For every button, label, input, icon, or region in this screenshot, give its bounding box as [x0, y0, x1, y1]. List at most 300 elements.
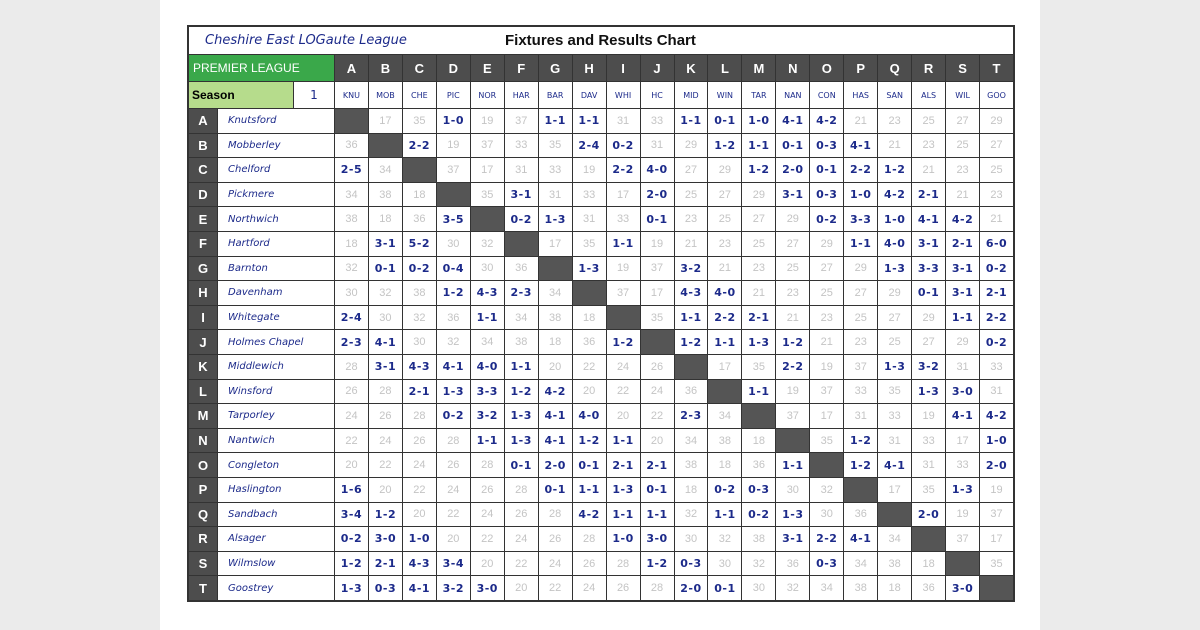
fixture-number: 29 [810, 232, 843, 256]
fixture-number: 17 [369, 109, 402, 133]
fixture-number: 34 [844, 552, 877, 576]
fixture-number: 17 [539, 232, 572, 256]
fixture-number: 23 [946, 158, 979, 182]
team-name: Wilmslow [218, 552, 334, 576]
diagonal-blocked-cell [641, 330, 674, 354]
team-abbreviation: PIC [437, 82, 470, 108]
division-label: PREMIER LEAGUE [189, 55, 334, 81]
fixture-number: 31 [505, 158, 538, 182]
fixture-number: 23 [844, 330, 877, 354]
fixture-number: 32 [675, 503, 708, 527]
fixture-number: 18 [675, 478, 708, 502]
fixture-number: 34 [369, 158, 402, 182]
title-row [189, 27, 1013, 54]
fixture-number: 37 [946, 527, 979, 551]
fixture-number: 35 [403, 109, 436, 133]
chart-title: Fixtures and Results Chart [505, 32, 696, 49]
result-score: 2-1 [980, 281, 1013, 305]
result-score: 2-0 [912, 503, 945, 527]
result-score: 0-4 [437, 257, 470, 281]
fixture-number: 20 [539, 355, 572, 379]
column-header-r: R [912, 55, 945, 81]
team-abbreviation: HC [641, 82, 674, 108]
fixture-number: 25 [878, 330, 911, 354]
result-score: 1-3 [776, 503, 809, 527]
column-header-f: F [505, 55, 538, 81]
result-score: 0-1 [708, 576, 741, 600]
fixture-number: 21 [878, 134, 911, 158]
team-abbreviation: GOO [980, 82, 1013, 108]
fixture-number: 20 [437, 527, 470, 551]
result-score: 2-3 [675, 404, 708, 428]
fixture-number: 24 [369, 429, 402, 453]
column-header-d: D [437, 55, 470, 81]
result-score: 2-4 [335, 306, 368, 330]
result-score: 2-2 [708, 306, 741, 330]
fixture-number: 27 [844, 281, 877, 305]
fixture-number: 34 [708, 404, 741, 428]
row-letter-h: H [189, 281, 217, 305]
fixture-number: 25 [946, 134, 979, 158]
fixture-number: 25 [810, 281, 843, 305]
result-score: 1-1 [471, 429, 504, 453]
column-header-h: H [573, 55, 606, 81]
team-name: Haslington [218, 478, 334, 502]
result-score: 4-0 [708, 281, 741, 305]
result-score: 2-2 [403, 134, 436, 158]
diagonal-blocked-cell [471, 207, 504, 231]
result-score: 4-0 [471, 355, 504, 379]
fixture-number: 26 [573, 552, 606, 576]
result-score: 0-1 [573, 453, 606, 477]
result-score: 3-0 [946, 576, 979, 600]
fixture-number: 19 [573, 158, 606, 182]
fixture-number: 21 [776, 306, 809, 330]
fixture-number: 27 [912, 330, 945, 354]
fixture-number: 27 [980, 134, 1013, 158]
result-score: 0-2 [403, 257, 436, 281]
team-abbreviation: BAR [539, 82, 572, 108]
result-score: 4-1 [878, 453, 911, 477]
result-score: 3-4 [437, 552, 470, 576]
fixture-number: 33 [980, 355, 1013, 379]
fixture-number: 29 [675, 134, 708, 158]
result-score: 1-0 [844, 183, 877, 207]
fixture-number: 38 [675, 453, 708, 477]
result-score: 2-1 [403, 380, 436, 404]
result-score: 4-1 [403, 576, 436, 600]
fixture-number: 31 [607, 109, 640, 133]
result-score: 0-2 [437, 404, 470, 428]
result-score: 1-2 [573, 429, 606, 453]
fixture-number: 21 [675, 232, 708, 256]
fixture-number: 19 [980, 478, 1013, 502]
fixture-number: 36 [573, 330, 606, 354]
fixture-number: 31 [573, 207, 606, 231]
team-name: Winsford [218, 380, 334, 404]
fixture-number: 17 [980, 527, 1013, 551]
fixture-number: 34 [878, 527, 911, 551]
fixture-number: 26 [471, 478, 504, 502]
fixture-number: 32 [708, 527, 741, 551]
fixture-number: 21 [742, 281, 775, 305]
team-abbreviation: NOR [471, 82, 504, 108]
result-score: 2-0 [980, 453, 1013, 477]
fixture-number: 19 [607, 257, 640, 281]
result-score: 2-2 [844, 158, 877, 182]
result-score: 3-2 [437, 576, 470, 600]
result-score: 4-1 [437, 355, 470, 379]
fixture-number: 29 [708, 158, 741, 182]
result-score: 3-0 [471, 576, 504, 600]
fixture-number: 18 [912, 552, 945, 576]
result-score: 0-1 [369, 257, 402, 281]
fixture-number: 35 [912, 478, 945, 502]
column-header-j: J [641, 55, 674, 81]
fixture-number: 17 [641, 281, 674, 305]
fixture-number: 23 [675, 207, 708, 231]
diagonal-blocked-cell [539, 257, 572, 281]
result-score: 0-3 [810, 183, 843, 207]
result-score: 4-1 [946, 404, 979, 428]
result-score: 1-0 [878, 207, 911, 231]
result-score: 4-2 [878, 183, 911, 207]
result-score: 4-1 [539, 429, 572, 453]
fixtures-results-chart [187, 25, 1015, 602]
fixture-number: 24 [335, 404, 368, 428]
fixture-number: 33 [946, 453, 979, 477]
row-letter-g: G [189, 257, 217, 281]
fixture-number: 35 [980, 552, 1013, 576]
fixture-number: 19 [912, 404, 945, 428]
fixture-number: 17 [878, 478, 911, 502]
fixture-number: 28 [369, 380, 402, 404]
fixture-number: 20 [573, 380, 606, 404]
result-score: 4-0 [641, 158, 674, 182]
result-score: 1-1 [573, 109, 606, 133]
row-letter-r: R [189, 527, 217, 551]
result-score: 4-3 [471, 281, 504, 305]
fixture-number: 31 [912, 453, 945, 477]
result-score: 4-3 [403, 355, 436, 379]
fixture-number: 27 [708, 183, 741, 207]
result-score: 5-2 [403, 232, 436, 256]
column-header-l: L [708, 55, 741, 81]
result-score: 0-2 [980, 330, 1013, 354]
team-abbreviation: WIL [946, 82, 979, 108]
result-score: 1-1 [708, 503, 741, 527]
fixture-number: 34 [471, 330, 504, 354]
result-score: 2-0 [675, 576, 708, 600]
row-letter-b: B [189, 134, 217, 158]
fixture-number: 34 [505, 306, 538, 330]
result-score: 4-2 [573, 503, 606, 527]
fixture-number: 30 [708, 552, 741, 576]
result-score: 1-0 [403, 527, 436, 551]
fixture-number: 29 [980, 109, 1013, 133]
fixture-number: 31 [980, 380, 1013, 404]
fixture-number: 24 [403, 453, 436, 477]
result-score: 0-1 [505, 453, 538, 477]
team-name: Holmes Chapel [218, 330, 334, 354]
fixture-number: 23 [776, 281, 809, 305]
fixture-number: 23 [708, 232, 741, 256]
team-name: Davenham [218, 281, 334, 305]
result-score: 3-3 [912, 257, 945, 281]
fixture-number: 25 [844, 306, 877, 330]
team-abbreviation: SAN [878, 82, 911, 108]
result-score: 3-0 [946, 380, 979, 404]
column-header-a: A [335, 55, 368, 81]
fixture-number: 38 [742, 527, 775, 551]
diagonal-blocked-cell [742, 404, 775, 428]
fixture-number: 26 [607, 576, 640, 600]
team-abbreviation: MOB [369, 82, 402, 108]
column-header-g: G [539, 55, 572, 81]
column-header-q: Q [878, 55, 911, 81]
result-score: 2-0 [641, 183, 674, 207]
fixture-number: 21 [844, 109, 877, 133]
team-abbreviation: HAS [844, 82, 877, 108]
fixture-number: 30 [335, 281, 368, 305]
diagonal-blocked-cell [946, 552, 979, 576]
fixture-number: 20 [471, 552, 504, 576]
diagonal-blocked-cell [573, 281, 606, 305]
result-score: 0-2 [810, 207, 843, 231]
result-score: 1-2 [708, 134, 741, 158]
fixture-number: 19 [471, 109, 504, 133]
team-abbreviation: DAV [573, 82, 606, 108]
fixture-number: 23 [878, 109, 911, 133]
result-score: 1-3 [878, 355, 911, 379]
fixture-number: 28 [437, 429, 470, 453]
result-score: 4-3 [403, 552, 436, 576]
row-letter-l: L [189, 380, 217, 404]
result-score: 4-2 [539, 380, 572, 404]
fixture-number: 24 [437, 478, 470, 502]
result-score: 1-3 [437, 380, 470, 404]
fixture-number: 23 [810, 306, 843, 330]
team-name: Barnton [218, 257, 334, 281]
row-letter-j: J [189, 330, 217, 354]
fixture-number: 36 [776, 552, 809, 576]
fixture-number: 38 [878, 552, 911, 576]
result-score: 2-1 [641, 453, 674, 477]
diagonal-blocked-cell [369, 134, 402, 158]
fixture-number: 22 [573, 355, 606, 379]
fixture-number: 20 [641, 429, 674, 453]
result-score: 0-2 [708, 478, 741, 502]
row-letter-m: M [189, 404, 217, 428]
result-score: 1-0 [607, 527, 640, 551]
fixture-number: 30 [471, 257, 504, 281]
result-score: 2-5 [335, 158, 368, 182]
result-score: 1-1 [844, 232, 877, 256]
fixture-number: 17 [471, 158, 504, 182]
team-name: Goostrey [218, 576, 334, 600]
fixture-number: 18 [742, 429, 775, 453]
fixture-number: 33 [607, 207, 640, 231]
diagonal-blocked-cell [776, 429, 809, 453]
fixture-number: 37 [844, 355, 877, 379]
result-score: 3-1 [946, 257, 979, 281]
result-score: 0-1 [776, 134, 809, 158]
fixture-number: 36 [335, 134, 368, 158]
fixture-number: 30 [403, 330, 436, 354]
result-score: 1-6 [335, 478, 368, 502]
row-letter-n: N [189, 429, 217, 453]
fixture-number: 27 [675, 158, 708, 182]
fixture-number: 29 [946, 330, 979, 354]
fixture-number: 33 [505, 134, 538, 158]
row-letter-e: E [189, 207, 217, 231]
team-name: Whitegate [218, 306, 334, 330]
column-header-o: O [810, 55, 843, 81]
fixture-number: 19 [810, 355, 843, 379]
league-name: Cheshire East LOGaute League [205, 33, 407, 48]
fixture-number: 28 [573, 527, 606, 551]
fixture-number: 18 [369, 207, 402, 231]
fixture-number: 31 [878, 429, 911, 453]
column-header-i: I [607, 55, 640, 81]
fixture-number: 25 [912, 109, 945, 133]
row-letter-d: D [189, 183, 217, 207]
team-name: Tarporley [218, 404, 334, 428]
result-score: 1-3 [505, 404, 538, 428]
result-score: 0-2 [335, 527, 368, 551]
result-score: 3-4 [335, 503, 368, 527]
result-score: 2-1 [912, 183, 945, 207]
result-score: 2-0 [776, 158, 809, 182]
fixture-number: 29 [776, 207, 809, 231]
result-score: 4-1 [369, 330, 402, 354]
result-score: 1-1 [539, 109, 572, 133]
fixture-number: 38 [505, 330, 538, 354]
fixture-number: 22 [437, 503, 470, 527]
column-header-n: N [776, 55, 809, 81]
fixture-number: 23 [742, 257, 775, 281]
result-score: 1-2 [742, 158, 775, 182]
fixture-number: 34 [810, 576, 843, 600]
result-score: 1-2 [878, 158, 911, 182]
fixture-number: 28 [403, 404, 436, 428]
row-letter-o: O [189, 453, 217, 477]
row-letter-i: I [189, 306, 217, 330]
diagonal-blocked-cell [980, 576, 1013, 600]
fixture-number: 22 [471, 527, 504, 551]
fixture-number: 24 [471, 503, 504, 527]
fixture-number: 37 [505, 109, 538, 133]
fixture-number: 21 [946, 183, 979, 207]
fixture-number: 28 [505, 478, 538, 502]
result-score: 1-3 [335, 576, 368, 600]
team-abbreviation: WHI [607, 82, 640, 108]
fixture-number: 36 [844, 503, 877, 527]
fixture-number: 30 [437, 232, 470, 256]
result-score: 0-3 [742, 478, 775, 502]
result-score: 3-3 [471, 380, 504, 404]
diagonal-blocked-cell [403, 158, 436, 182]
result-score: 1-2 [776, 330, 809, 354]
fixture-number: 17 [810, 404, 843, 428]
result-score: 3-5 [437, 207, 470, 231]
fixture-number: 38 [708, 429, 741, 453]
fixture-number: 19 [776, 380, 809, 404]
result-score: 1-1 [742, 380, 775, 404]
result-score: 2-1 [607, 453, 640, 477]
result-score: 4-3 [675, 281, 708, 305]
fixture-number: 27 [810, 257, 843, 281]
result-score: 1-2 [437, 281, 470, 305]
team-name: Alsager [218, 527, 334, 551]
result-score: 1-0 [742, 109, 775, 133]
team-name: Nantwich [218, 429, 334, 453]
fixture-number: 26 [403, 429, 436, 453]
result-score: 4-2 [810, 109, 843, 133]
team-abbreviation: NAN [776, 82, 809, 108]
team-name: Knutsford [218, 109, 334, 133]
fixture-number: 28 [335, 355, 368, 379]
fixture-number: 22 [539, 576, 572, 600]
diagonal-blocked-cell [607, 306, 640, 330]
fixture-number: 22 [505, 552, 538, 576]
fixture-number: 33 [912, 429, 945, 453]
fixture-number: 37 [980, 503, 1013, 527]
fixture-number: 20 [607, 404, 640, 428]
team-name: Sandbach [218, 503, 334, 527]
fixture-number: 31 [844, 404, 877, 428]
team-name: Northwich [218, 207, 334, 231]
result-score: 2-2 [607, 158, 640, 182]
diagonal-blocked-cell [844, 478, 877, 502]
result-score: 2-1 [742, 306, 775, 330]
result-score: 1-2 [607, 330, 640, 354]
team-abbreviation: ALS [912, 82, 945, 108]
result-score: 0-1 [641, 207, 674, 231]
fixture-number: 38 [844, 576, 877, 600]
result-score: 3-1 [369, 232, 402, 256]
result-score: 0-3 [810, 134, 843, 158]
result-score: 1-1 [776, 453, 809, 477]
team-abbreviation: HAR [505, 82, 538, 108]
result-score: 0-2 [607, 134, 640, 158]
fixture-number: 25 [980, 158, 1013, 182]
fixture-number: 20 [403, 503, 436, 527]
result-score: 0-3 [369, 576, 402, 600]
fixture-number: 37 [437, 158, 470, 182]
team-name: Mobberley [218, 134, 334, 158]
result-score: 1-1 [675, 109, 708, 133]
fixture-number: 29 [742, 183, 775, 207]
fixture-number: 30 [675, 527, 708, 551]
column-header-b: B [369, 55, 402, 81]
column-header-c: C [403, 55, 436, 81]
fixture-number: 28 [539, 503, 572, 527]
fixture-number: 27 [776, 232, 809, 256]
season-label: Season [189, 82, 293, 108]
result-score: 2-1 [369, 552, 402, 576]
fixture-number: 21 [810, 330, 843, 354]
row-letter-t: T [189, 576, 217, 600]
team-abbreviation: CHE [403, 82, 436, 108]
fixture-number: 32 [369, 281, 402, 305]
result-score: 1-2 [505, 380, 538, 404]
fixture-number: 23 [980, 183, 1013, 207]
fixture-number: 30 [742, 576, 775, 600]
fixture-number: 18 [573, 306, 606, 330]
result-score: 2-4 [573, 134, 606, 158]
result-score: 1-3 [912, 380, 945, 404]
